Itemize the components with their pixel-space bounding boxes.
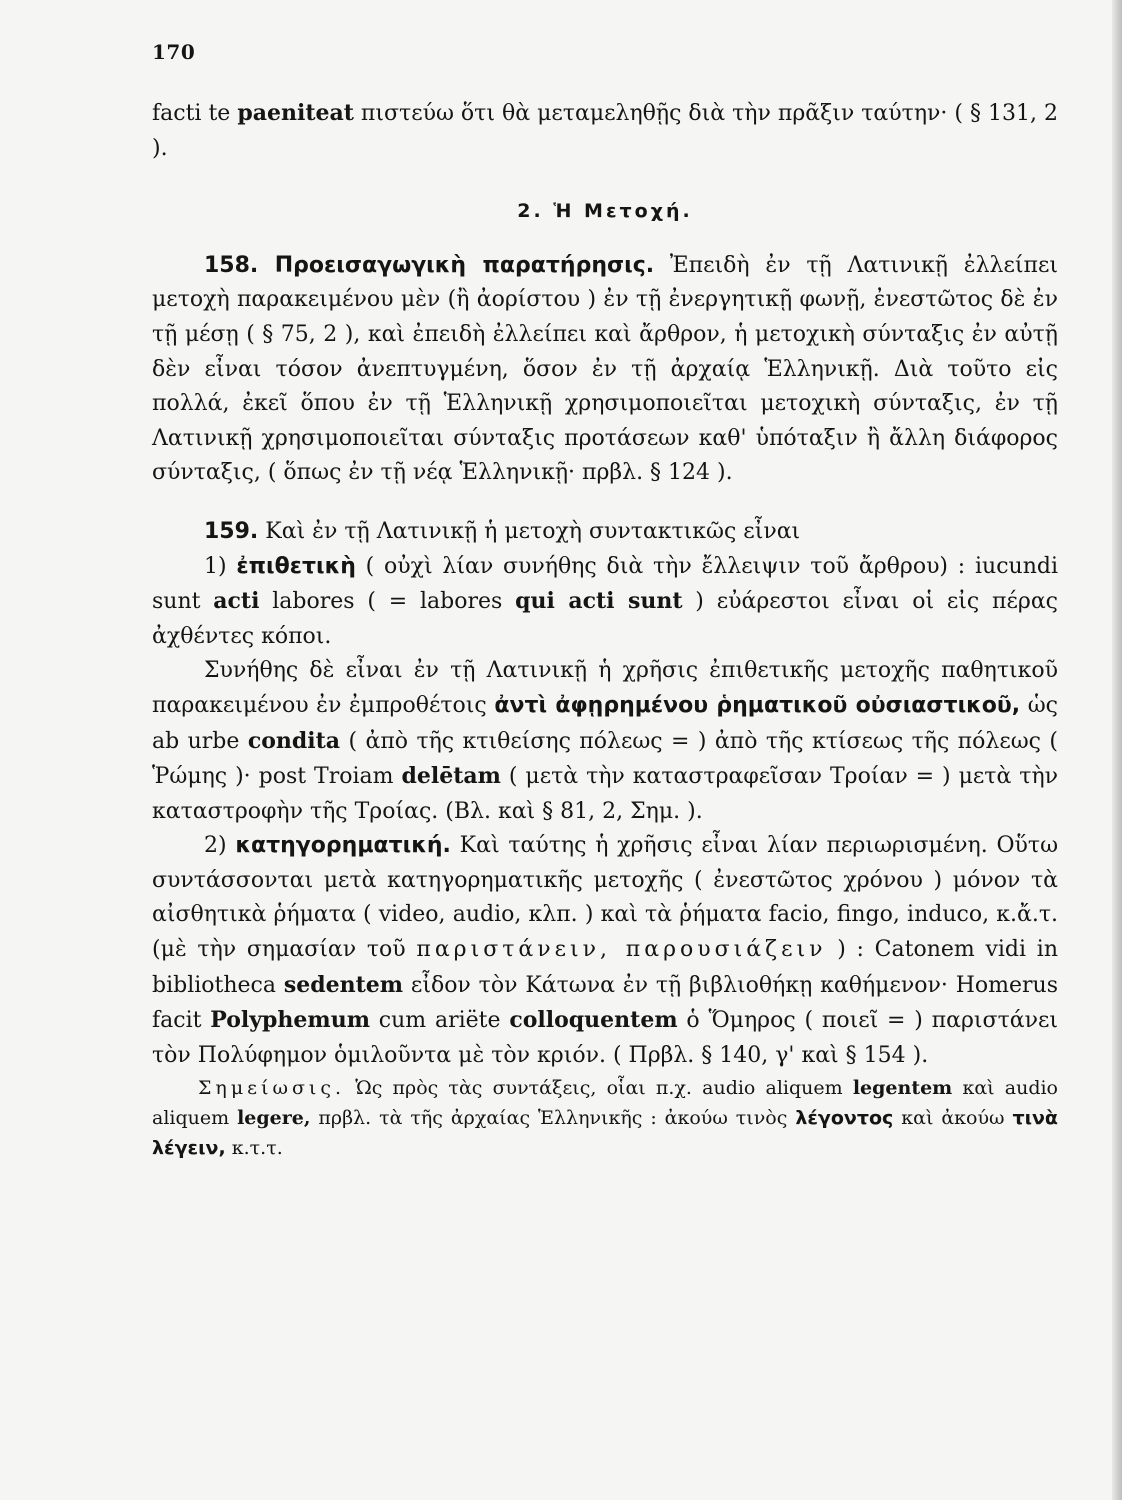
- item-2-marker: 2): [204, 833, 236, 859]
- usage-text-4: ( μετὰ τὴν καταστραφεῖσαν Τροίαν = ) μετὰ τὴν καταστροφὴν τῆς Τροίας. (Βλ. καὶ § 81, 2, Σημ. ).: [152, 764, 1059, 824]
- note-bold-1: legentem: [852, 1077, 953, 1100]
- usage-text-1: Συνήθης δὲ εἶναι ἐν τῇ Λατινικῇ ἡ χρῆσις ἐπιθετικῆς μετοχῆς παθητικοῦ παρακειμένου ἐν ἐμπροθέτοις: [152, 658, 1058, 718]
- item-2-bold-1: sedentem: [283, 971, 404, 998]
- note-text-4: καὶ ἀκούω: [893, 1107, 1013, 1130]
- note-text-3: πρβλ. τὰ τῆς ἀρχαίας Ἑλληνικῆς : ἀκούω τινὸς: [310, 1107, 796, 1130]
- item-2-text-3: εἶδον τὸν Κάτωνα ἐν τῇ βιβλιοθήκῃ καθήμενον· Homerus facit: [152, 972, 1059, 1034]
- section-158-paragraph: [152, 249, 1058, 491]
- usage-text-2: ὡς ab urbe: [152, 692, 1058, 754]
- note-text-2: καὶ audio aliquem: [152, 1077, 1059, 1130]
- note-paragraph: [152, 1073, 1058, 1163]
- item-2-paragraph: [152, 829, 1058, 1073]
- intro-paragraph: [152, 96, 1058, 166]
- usage-bold-1: ἀντὶ ἀφῃρημένου ῥηματικοῦ οὐσιαστικοῦ,: [494, 692, 1021, 718]
- item-1-paragraph: [152, 550, 1058, 655]
- item-1-text-3: ) εὐάρεστοι εἶναι οἱ εἰς πέρας ἀχθέντες κόποι.: [152, 589, 1058, 649]
- note-text-5: κ.τ.τ.: [225, 1137, 283, 1160]
- item-2-bold-3: colloquentem: [509, 1007, 678, 1034]
- section-159-number: 159.: [204, 518, 259, 544]
- item-2-text-5: ὁ Ὅμηρος ( ποιεῖ = ) παριστάνει τὸν Πολύφημον ὁμιλοῦντα μὲ τὸν κριόν. ( Πρβλ. § 140, γ' καὶ § 154 ).: [152, 1008, 1058, 1068]
- note-bold-4: τινὰ λέγειν,: [152, 1107, 1058, 1160]
- usage-text-3: ( ἀπὸ τῆς κτιθείσης πόλεως = ) ἀπὸ τῆς κτίσεως τῆς πόλεως ( Ῥώμης )· post Troiam: [152, 728, 1058, 790]
- note-text-1: Ὡς πρὸς τὰς συντάξεις, οἷαι π.χ. audio aliquem: [345, 1077, 853, 1100]
- usage-bold-3: delētam: [401, 763, 501, 790]
- intro-bold-term: paeniteat: [237, 100, 354, 126]
- intro-text-a: facti te: [152, 101, 238, 126]
- item-2-heading: κατηγορηματική.: [235, 833, 451, 859]
- note-bold-2: legere,: [237, 1107, 311, 1130]
- section-159-intro: [152, 515, 1058, 550]
- item-2-text-2: ) : Catonem vidi in bibliotheca: [152, 937, 1058, 998]
- item-1-text-1: ( οὐχὶ λίαν συνήθης διὰ τὴν ἔλλειψιν τοῦ ἄρθρου) : iucundi sunt: [152, 553, 1058, 615]
- item-2-spaced-text: παριστάνειν, παρουσιάζειν: [416, 937, 827, 963]
- page-number: 170: [152, 40, 196, 64]
- item-1-bold-2: qui acti sunt: [515, 588, 683, 615]
- page-edge: [1112, 0, 1122, 1500]
- item-1-marker: 1): [204, 553, 237, 579]
- item-2-bold-2: Polyphemum: [210, 1007, 370, 1034]
- spacer: [152, 491, 1058, 515]
- item-2-text-1: Καὶ ταύτης ἡ χρῆσις εἶναι λίαν περιωρισμένη. Οὕτω συντάσσονται μετὰ κατηγορηματικῆς μετοχῆς ( ἐνεστῶτος χρόνου ) μόνον τὰ αἰσθητικὰ ῥήματα ( video, audio, κλπ. ) καὶ τὰ ῥήματα facio, fingo, induco, κ.ἄ.τ. (μὲ τὴν σημασίαν τοῦ: [152, 833, 1059, 963]
- body-text: [152, 96, 1058, 1163]
- item-2-text-4: cum ariëte: [369, 1008, 510, 1034]
- item-1-text-2: labores ( = labores: [259, 589, 516, 615]
- item-1-bold-1: acti: [213, 588, 260, 615]
- usage-bold-2: condita: [247, 727, 341, 754]
- intro-text-b: πιστεύω ὅτι θὰ μεταμεληθῇς διὰ τὴν πρᾶξιν ταύτην· ( § 131, 2 ).: [152, 101, 1058, 161]
- item-1-heading: ἐπιθετικὴ: [236, 553, 356, 579]
- section-158-number: 158.: [204, 252, 275, 278]
- note-bold-3: λέγοντος: [795, 1107, 894, 1130]
- section-title: 2. Ἡ Μετοχή.: [517, 200, 693, 223]
- section-159-intro-text: Καὶ ἐν τῇ Λατινικῇ ἡ μετοχὴ συντακτικῶς εἶναι: [258, 518, 801, 544]
- section-158-text: Ἐπειδὴ ἐν τῇ Λατινικῇ ἐλλείπει μετοχὴ παρακειμένου μὲν (ἢ ἀορίστου ) ἐν τῇ ἐνεργητικῇ φωνῇ, ἐνεστῶτος δὲ ἐν τῇ μέσῃ ( § 75, 2 ), καὶ ἐπειδὴ ἐλλείπει καὶ ἄρθρον, ἡ μετοχικὴ σύνταξις ἐν αὐτῇ δὲν εἶναι τόσον ἀνεπτυγμένη, ὅσον ἐν τῇ ἀρχαίᾳ Ἑλληνικῇ. Διὰ τοῦτο εἰς πολλά, ἐκεῖ ὅπου ἐν τῇ Ἑλληνικῇ χρησιμοποιεῖται μετοχικὴ σύνταξις, ἐν τῇ Λατινικῇ χρησιμοποιεῖται σύνταξις προτάσεων καθ' ὑπόταξιν ἢ ἄλλη διάφορος σύνταξις, ( ὅπως ἐν τῇ νέᾳ Ἑλληνικῇ· πρβλ. § 124 ).: [152, 252, 1058, 486]
- note-label: Σημείωσις.: [198, 1077, 346, 1100]
- section-158-heading: Προεισαγωγικὴ παρατήρησις.: [274, 252, 655, 278]
- usage-paragraph: [152, 654, 1058, 829]
